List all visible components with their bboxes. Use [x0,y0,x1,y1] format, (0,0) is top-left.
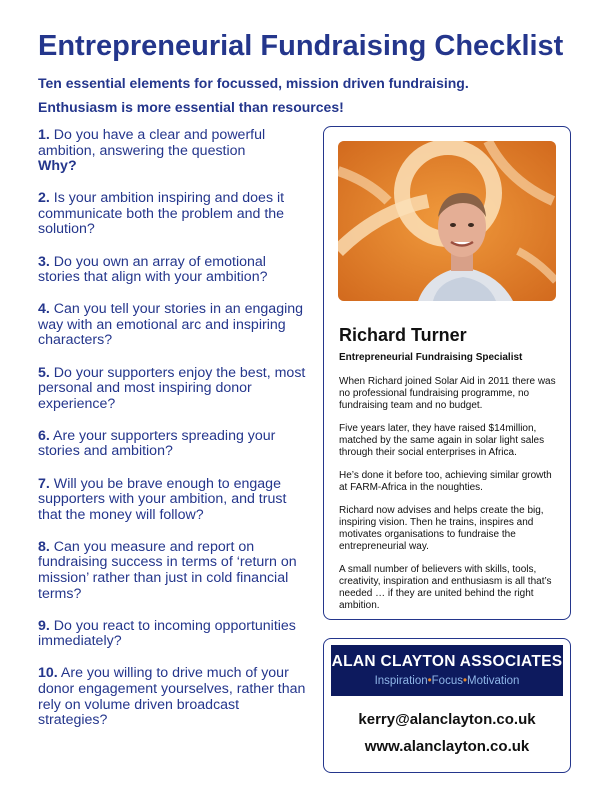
checklist-item [38,366,308,413]
portrait-image [338,141,556,301]
page-title: Entrepreneurial Fundraising Checklist [38,30,564,62]
checklist-question: Are your supporters spreading your stories and ambition? [38,427,276,460]
checklist-question: Are you willing to drive much of your donor engagement yourselves, rather than rely on volume driven broadcast strategies? [38,665,306,729]
checklist-number: 9. [38,617,50,634]
checklist-number: 1. [38,127,50,143]
tagline-word: Inspiration [374,675,428,687]
checklist-item [38,191,308,238]
profile-name: Richard Turner [339,325,467,345]
tagline-word: Motivation [467,675,520,687]
checklist-number: 2. [38,190,50,207]
checklist-question: Can you tell your stories in an engaging way with an emotional arc and inspiring characters? [38,301,304,349]
checklist-item [38,540,308,602]
profile-photo [338,141,556,301]
profile-card [323,126,571,620]
checklist-item [38,255,308,286]
subtitle-enthusiasm: Enthusiasm is more essential than resources! [38,99,344,115]
profile-bio [339,376,561,623]
logo-tagline [331,675,563,687]
checklist-item [38,302,308,349]
checklist-question: Is your ambition inspiring and does it communicate both the problem and the solution? [38,190,285,238]
checklist-number: 4. [38,301,50,318]
tagline-separator: • [427,675,432,687]
company-logo [331,645,563,696]
logo-name: ALAN CLAYTON ASSOCIATES [331,653,563,670]
tagline-separator: • [462,675,468,687]
checklist-question: Will you be brave enough to engage supporters with your ambition, and trust that the money will follow? [38,475,287,523]
checklist-emphasis: Why? [38,158,77,175]
checklist-number: 3. [38,253,50,270]
checklist-number: 10. [38,665,58,682]
checklist-item [38,429,308,460]
checklist-item [38,128,308,175]
checklist-number: 8. [38,538,50,555]
tagline-word: Focus [431,675,463,687]
bio-paragraph: A small number of believers with skills, tools, creativity, inspiration and enthusiasm is all that’s needed … if they are united behind the right ambition. [339,564,552,611]
checklist-question: Do you have a clear and powerful ambition, answering the question [38,127,266,159]
bio-paragraph: Richard now advises and helps create the big, inspiring vision. Then he trains, inspires and motivates organisations to fundraise the entrepreneurial way. [339,505,544,552]
contact-card [323,638,571,773]
checklist-question: Can you measure and report on fundraising success in terms of ‘return on mission’ rather than just in cold financial terms? [38,538,297,602]
subtitle-focus: Ten essential elements for focussed, mission driven fundraising. [38,75,469,91]
checklist-item [38,619,308,650]
contact-email-link[interactable]: kerry@alanclayton.co.uk [358,711,536,728]
checklist-number: 6. [38,427,50,444]
checklist-number: 5. [38,364,50,381]
checklist-question: Do you react to incoming opportunities immediately? [38,617,296,650]
profile-role: Entrepreneurial Fundraising Specialist [339,352,523,363]
checklist-item [38,666,308,728]
checklist-question: Do you own an array of emotional stories that align with your ambition? [38,253,268,286]
checklist-number: 7. [38,475,50,492]
checklist-question: Do your supporters enjoy the best, most personal and most inspiring donor experience? [38,364,306,412]
checklist-item [38,477,308,524]
bio-paragraph: When Richard joined Solar Aid in 2011 there was no professional fundraising programme, no fundraising team and no budget. [339,376,556,411]
contact-website-link[interactable]: www.alanclayton.co.uk [364,738,530,755]
checklist [38,128,308,745]
bio-paragraph: Five years later, they have raised $14million, matched by the same again in solar light sales through their social enterprises in Africa. [339,423,545,458]
bio-paragraph: He’s done it before too, achieving similar growth at FARM-Africa in the noughties. [339,470,552,493]
